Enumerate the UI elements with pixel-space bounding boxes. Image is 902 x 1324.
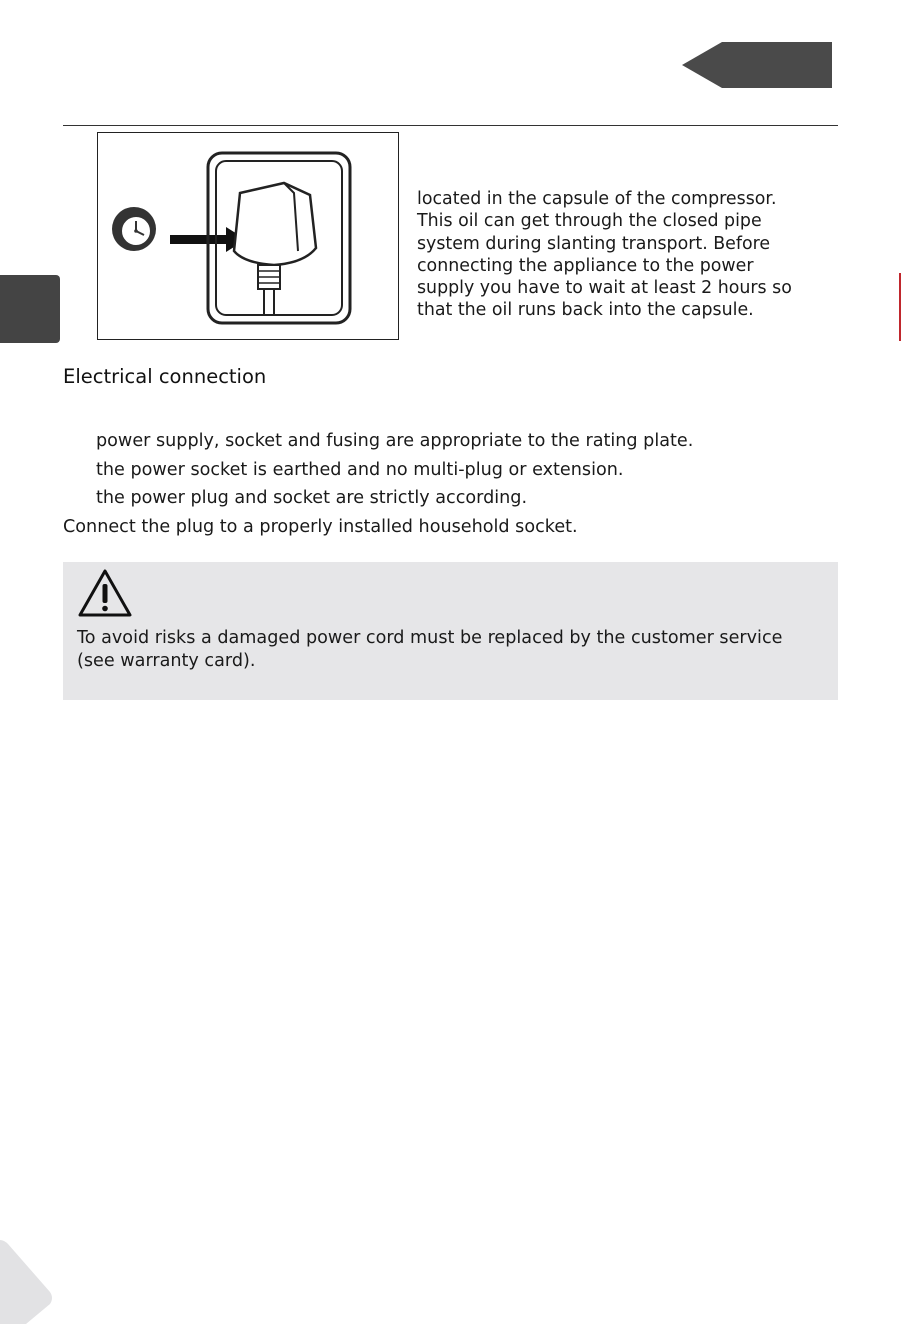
edge-marker bbox=[899, 273, 901, 341]
header-rule bbox=[63, 125, 838, 126]
check-item: the power plug and socket are strictly according. bbox=[96, 488, 528, 508]
plug-wait-illustration bbox=[97, 132, 399, 340]
power-plug-icon bbox=[234, 183, 316, 315]
chapter-side-tab bbox=[0, 275, 60, 343]
page-corner-mark bbox=[0, 1240, 52, 1324]
connect-instruction: Connect the plug to a properly installed household socket. bbox=[63, 517, 578, 537]
warning-triangle-icon bbox=[77, 568, 133, 618]
header-tab bbox=[682, 42, 832, 88]
intro-paragraph: located in the capsule of the compressor. This oil can get through the closed pipe system during slanting transport. Before connecting the appliance to the power supply you have to wait at least 2 hours so that the oil runs back into the capsule. bbox=[417, 189, 792, 321]
check-item: the power socket is earthed and no multi-plug or extension. bbox=[96, 460, 624, 480]
clock-icon bbox=[112, 207, 156, 251]
check-item: power supply, socket and fusing are appropriate to the rating plate. bbox=[96, 431, 694, 451]
warning-text: To avoid risks a damaged power cord must be replaced by the customer service (see warranty card). bbox=[77, 628, 783, 671]
section-heading: Electrical connection bbox=[63, 365, 267, 388]
